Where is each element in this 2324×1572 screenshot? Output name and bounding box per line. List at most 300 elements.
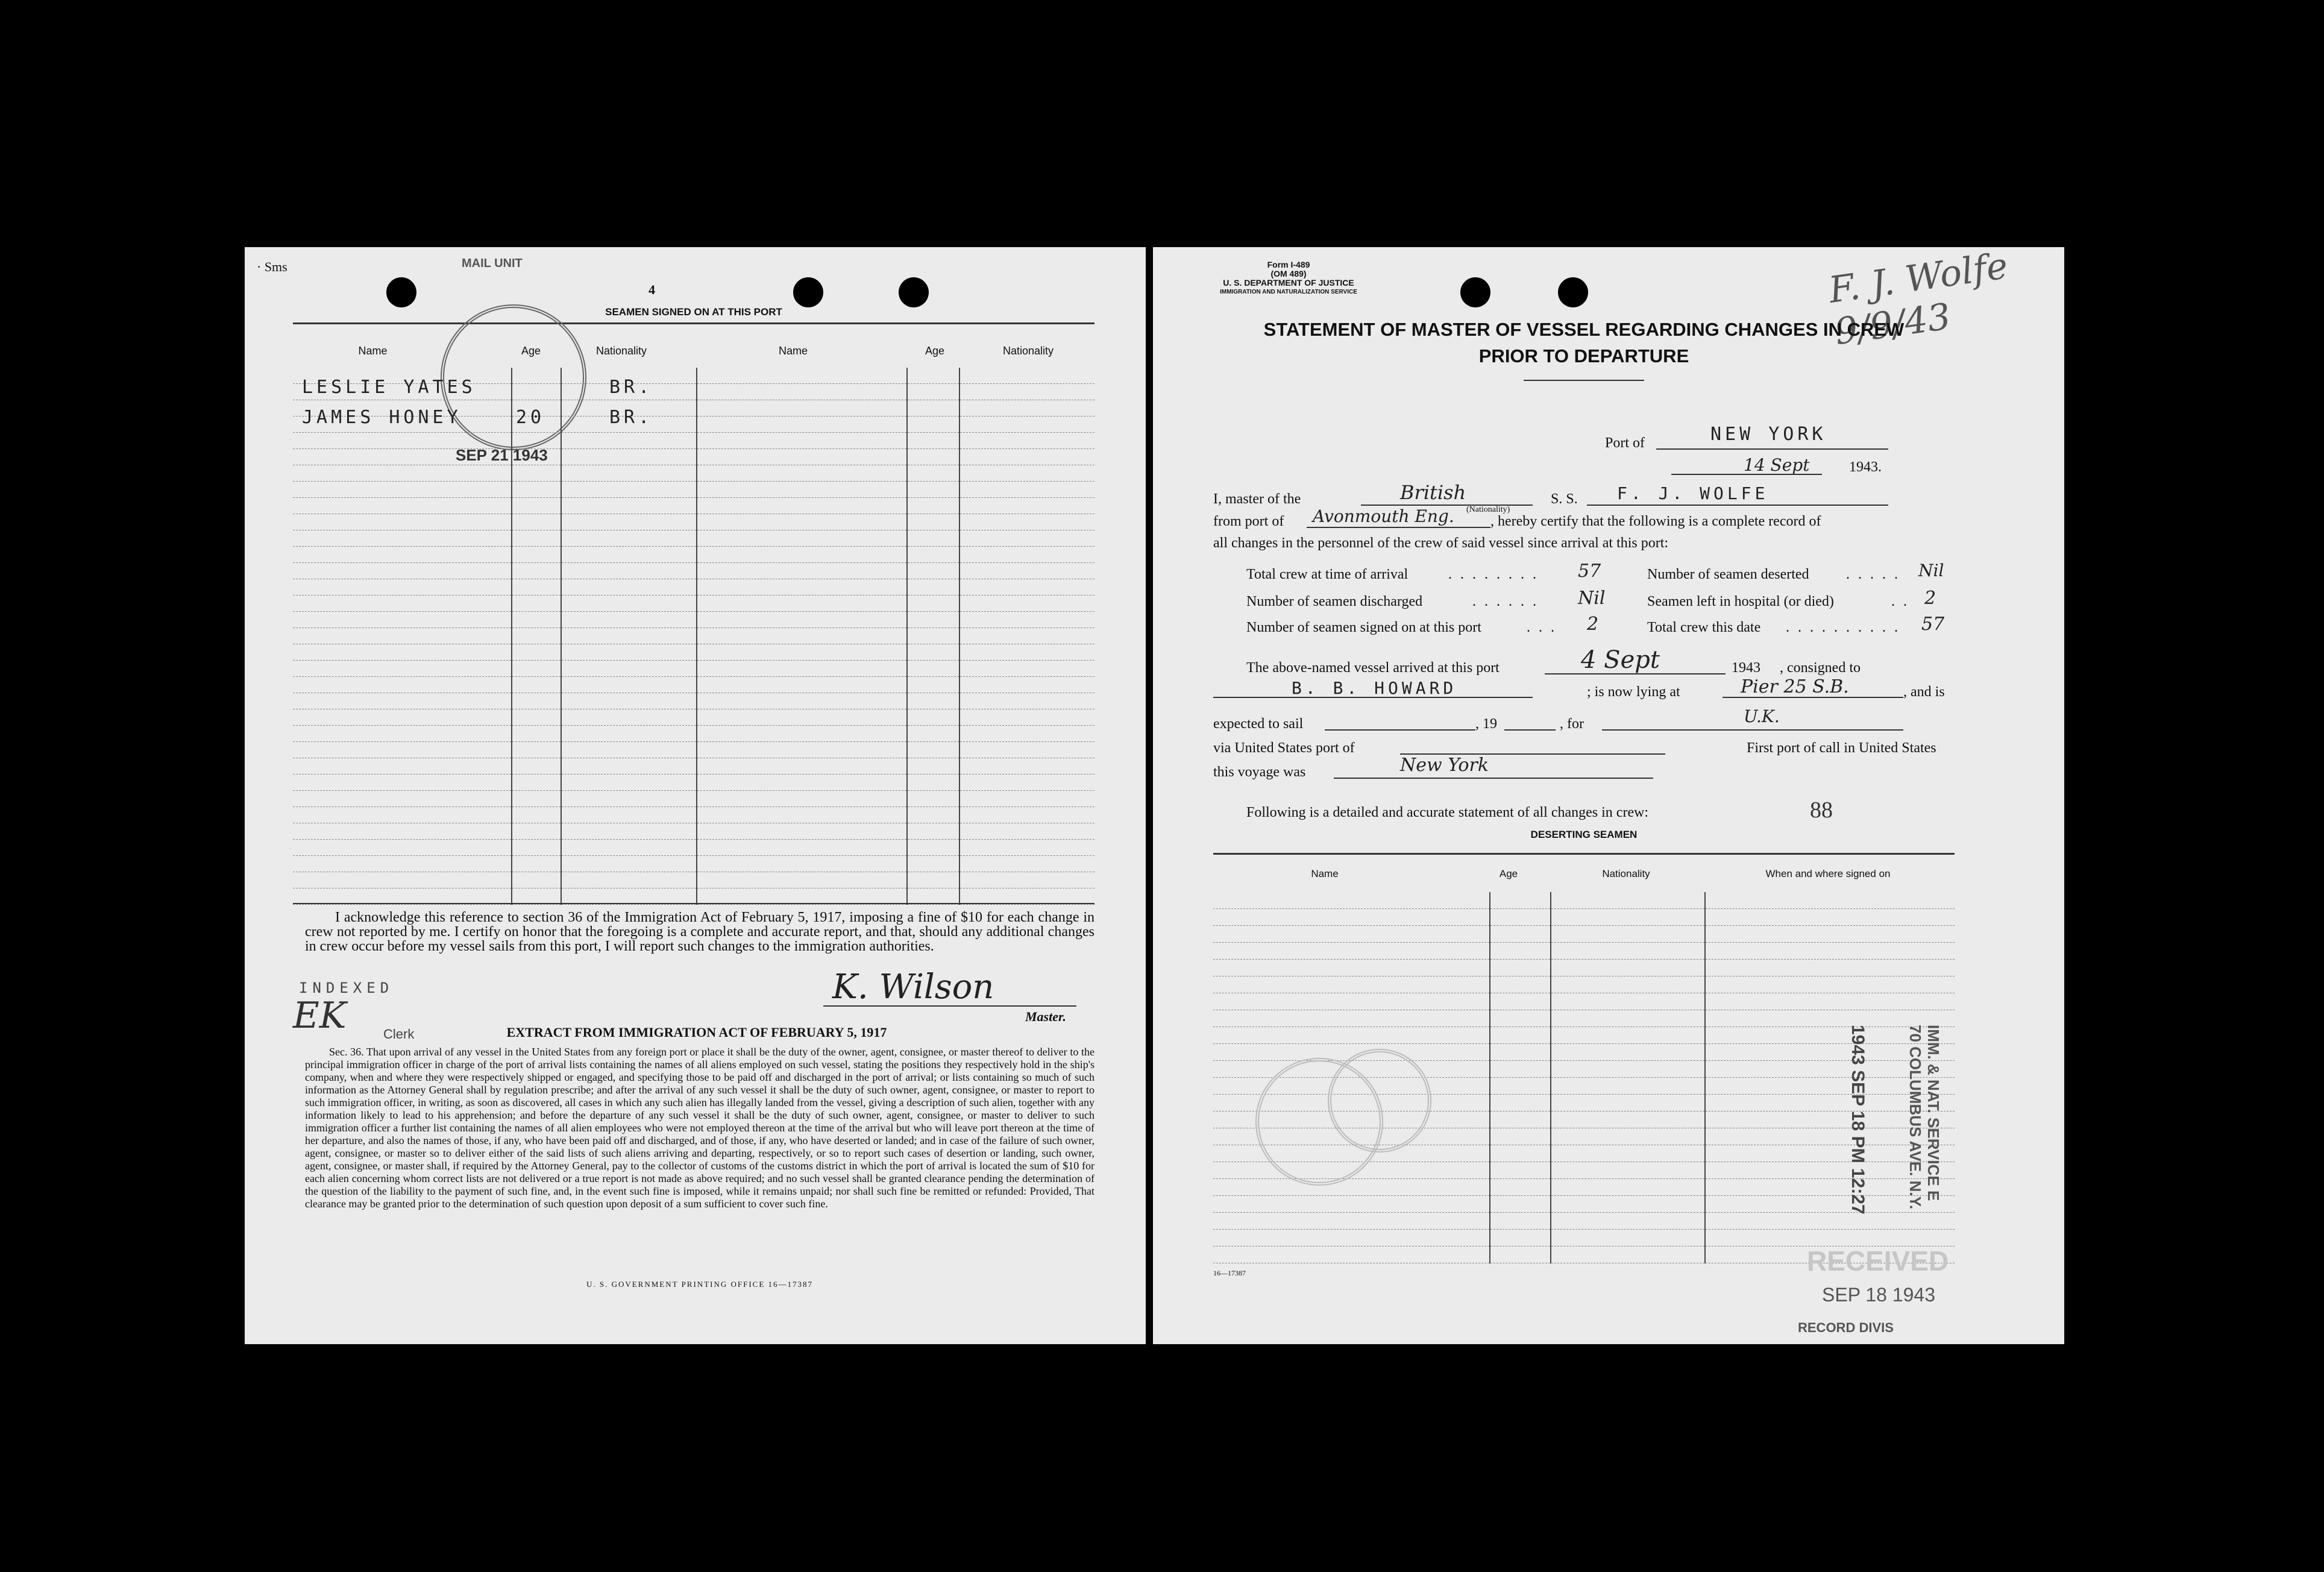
ss-label: S. S.: [1551, 491, 1578, 507]
table-cell: [907, 384, 959, 400]
table-cell: [293, 823, 512, 840]
table-cell: [293, 661, 512, 677]
port-line: [1656, 448, 1888, 450]
table-cell: [1490, 1247, 1551, 1263]
table-cell: [697, 482, 907, 498]
header-rule: [293, 322, 1094, 324]
acknowledgment-text: I acknowledge this reference to section 36 of the Immigration Act of February 5, 1917, imposing a fine of $10 for each change in crew not reported by me. I certify on honor that the foregoing is a complete and accurate report, and that, should any additional changes in crew occur before my vessel sails from this port, I will report such changes to the immigration authorities.: [305, 910, 1094, 954]
table-cell: [959, 465, 1094, 482]
des-col-age: Age: [1499, 868, 1518, 879]
table-row: [293, 612, 1094, 628]
stat-label-hospital: Seamen left in hospital (or died): [1647, 594, 1834, 609]
table-cell: [293, 547, 512, 563]
table-cell: [561, 644, 697, 661]
table-cell: [512, 758, 561, 775]
table-cell: [907, 563, 959, 579]
table-cell: [959, 775, 1094, 791]
from-port-label: from port of: [1213, 514, 1284, 529]
table-row: [293, 726, 1094, 742]
lying-value: Pier 25 S.B.: [1741, 676, 1849, 697]
table-row: [293, 709, 1094, 726]
table-cell: [907, 742, 959, 758]
table-cell: [512, 644, 561, 661]
punch-hole: [899, 277, 929, 307]
col-header-nationality-2: Nationality: [1002, 345, 1054, 357]
table-cell: [293, 726, 512, 742]
table-cell: [959, 677, 1094, 693]
table-cell: [959, 514, 1094, 530]
rotated-stamp-2: 70 COLUMBUS AVE. N.Y.: [1906, 1025, 1924, 1210]
table-cell: [1551, 926, 1705, 943]
port-value: NEW YORK: [1710, 424, 1827, 445]
signature-line: [823, 1005, 1076, 1007]
table-cell: [959, 872, 1094, 888]
table-cell: [1490, 1213, 1551, 1230]
table-cell: [907, 465, 959, 482]
table-cell: [561, 482, 697, 498]
table-cell: [697, 596, 907, 612]
rotated-stamp-3: 1943 SEP 18 PM 12:27: [1848, 1025, 1868, 1215]
table-cell: [1490, 960, 1551, 976]
table-row: [293, 791, 1094, 807]
table-cell: [561, 530, 697, 547]
department: U. S. DEPARTMENT OF JUSTICE: [1223, 278, 1354, 288]
table-cell: [1551, 1044, 1705, 1061]
table-cell: [512, 823, 561, 840]
table-cell: [697, 661, 907, 677]
table-cell: [697, 579, 907, 596]
page-number: 4: [649, 282, 655, 297]
table-cell: [907, 823, 959, 840]
table-cell: [512, 856, 561, 872]
table-cell: [512, 693, 561, 709]
table-cell: [1705, 960, 1955, 976]
table-cell: [907, 433, 959, 449]
table-cell: [512, 726, 561, 742]
table-cell: [293, 758, 512, 775]
table-cell: [697, 547, 907, 563]
table-cell: [1705, 926, 1955, 943]
table-cell: [697, 400, 907, 417]
seaman-2-age: 20: [516, 407, 545, 428]
table-cell: [959, 449, 1094, 465]
table-cell: [293, 465, 512, 482]
table-row: [1213, 1230, 1955, 1247]
table-cell: [512, 596, 561, 612]
deserting-title: DESERTING SEAMEN: [1530, 829, 1638, 840]
table-cell: [1490, 892, 1551, 909]
col-header-name: Name: [358, 345, 388, 357]
table-cell: [293, 677, 512, 693]
table-cell: [697, 433, 907, 449]
table-cell: [907, 449, 959, 465]
right-page: [1153, 247, 2064, 1344]
table-row: [293, 644, 1094, 661]
expected-label: expected to sail: [1213, 716, 1304, 732]
table-cell: [561, 888, 697, 905]
table-cell: [293, 482, 512, 498]
table-cell: [697, 888, 907, 905]
table-cell: [959, 840, 1094, 856]
mail-unit-stamp: MAIL UNIT: [462, 257, 523, 270]
table-cell: [1213, 909, 1490, 926]
table-cell: [697, 384, 907, 400]
table-cell: [1551, 1247, 1705, 1263]
dot-leader: . . . . . .: [1472, 594, 1539, 609]
table-row: [293, 579, 1094, 596]
table-cell: [1490, 909, 1551, 926]
nationality-value: British: [1400, 481, 1466, 504]
table-cell: [1490, 1095, 1551, 1111]
table-cell: [697, 498, 907, 514]
table-row: [1213, 1213, 1955, 1230]
seaman-1-name: LESLIE YATES: [302, 377, 476, 398]
table-row: [293, 775, 1094, 791]
right-footer: 16—17387: [1213, 1269, 1246, 1277]
table-cell: [512, 612, 561, 628]
table-row: [293, 433, 1094, 449]
master-signature: K. Wilson: [832, 967, 994, 1007]
table-cell: [1551, 1145, 1705, 1162]
table-cell: [907, 888, 959, 905]
stat-label-discharged: Number of seamen discharged: [1246, 594, 1423, 609]
arrived-year: 1943: [1732, 660, 1760, 676]
table-cell: [1705, 943, 1955, 960]
table-cell: [293, 888, 512, 905]
table-cell: [907, 530, 959, 547]
table-cell: [959, 661, 1094, 677]
table-cell: [959, 482, 1094, 498]
for-label: , for: [1560, 716, 1584, 732]
table-cell: [697, 628, 907, 644]
table-cell: [1490, 926, 1551, 943]
date-line: [1671, 474, 1822, 475]
table-row: [293, 482, 1094, 498]
table-row: [293, 449, 1094, 465]
table-cell: [293, 775, 512, 791]
table-cell: [1490, 1196, 1551, 1213]
for-line: [1602, 729, 1903, 731]
table-cell: [959, 384, 1094, 400]
table-cell: [697, 368, 907, 384]
table-cell: [1490, 1162, 1551, 1179]
and-is-label: , and is: [1903, 684, 1945, 700]
table-cell: [1213, 1213, 1490, 1230]
nationality-caption: (Nationality): [1466, 505, 1510, 514]
corner-mark: · Sms: [257, 259, 287, 274]
date-stamp: SEP 21 1943: [456, 446, 548, 464]
certify-text-2: all changes in the personnel of the crew of said vessel since arrival at this port:: [1213, 535, 1669, 551]
table-row: [293, 807, 1094, 823]
table-cell: [697, 612, 907, 628]
certify-text-1: , hereby certify that the following is a complete record of: [1490, 514, 1821, 529]
table-cell: [697, 807, 907, 823]
punch-hole: [1460, 277, 1490, 307]
table-cell: [697, 417, 907, 433]
table-cell: [293, 856, 512, 872]
stat-label-total-arrival: Total crew at time of arrival: [1246, 567, 1409, 582]
table-cell: [697, 449, 907, 465]
table-cell: [561, 856, 697, 872]
table-cell: [907, 400, 959, 417]
table-row: [1213, 909, 1955, 926]
stat-value-total-arrival: 57: [1578, 561, 1601, 582]
for-value: U.K.: [1744, 706, 1780, 726]
table-row: [293, 563, 1094, 579]
table-row: [1213, 943, 1955, 960]
table-cell: [1490, 1061, 1551, 1078]
table-cell: [907, 547, 959, 563]
table-row: [293, 498, 1094, 514]
table-cell: [512, 677, 561, 693]
via-label: via United States port of: [1213, 740, 1355, 756]
table-cell: [697, 677, 907, 693]
expected-19: , 19: [1475, 716, 1497, 732]
table-cell: [1490, 1044, 1551, 1061]
table-cell: [697, 742, 907, 758]
table-cell: [512, 807, 561, 823]
table-cell: [697, 530, 907, 547]
table-cell: [1213, 960, 1490, 976]
voyage-value: New York: [1400, 755, 1489, 776]
table-cell: [1490, 1179, 1551, 1196]
voyage-line: [1334, 778, 1653, 779]
table-cell: [1705, 1230, 1955, 1247]
table-cell: [293, 530, 512, 547]
table-cell: [561, 579, 697, 596]
table-cell: [907, 709, 959, 726]
table-row: [293, 465, 1094, 482]
table-cell: [512, 661, 561, 677]
table-cell: [512, 384, 561, 400]
table-cell: [1551, 892, 1705, 909]
corner-annotation: F. J. Wolfe 9/9/43: [1826, 245, 2011, 354]
table-cell: [1705, 1213, 1955, 1230]
stat-label-signed-on: Number of seamen signed on at this port: [1246, 620, 1481, 635]
table-cell: [697, 693, 907, 709]
seaman-2-nationality: BR.: [609, 407, 653, 428]
table-cell: [1551, 1027, 1705, 1044]
table-cell: [293, 579, 512, 596]
table-cell: [907, 661, 959, 677]
table-cell: [1490, 1111, 1551, 1128]
form-header: [1213, 260, 1364, 297]
table-cell: [293, 693, 512, 709]
table-cell: [959, 579, 1094, 596]
table-cell: [561, 726, 697, 742]
table-cell: [512, 791, 561, 807]
table-row: [1213, 1010, 1955, 1027]
table-cell: [1213, 1196, 1490, 1213]
title-rule: [1524, 380, 1644, 381]
table-cell: [1551, 1213, 1705, 1230]
table-row: [1213, 976, 1955, 993]
left-page: [245, 247, 1146, 1344]
table-cell: [697, 791, 907, 807]
table-cell: [293, 872, 512, 888]
table-cell: [697, 758, 907, 775]
table-row: [293, 840, 1094, 856]
extract-text: Sec. 36. That upon arrival of any vessel in the United States from any foreign port or place it shall be the duty of the owner, agent, consignee, or master thereof to deliver to the principal immigration officer in charge of the port of arrival lists containing the names of all aliens employed on such vessel, stating the positions they respectively hold in the ship's company, when and where they were respectively shipped or engaged, and specifying those to be paid off and discharged in the port of arrival; or lists containing so much of such information as the Attorney General shall by regulation prescribe; and after the arrival of any such vessel it shall be the duty of such owner, agent, consignee, or master to report to such immigration officer, in writing, as soon as discovered, all cases in which any such alien has illegally landed from the vessel, giving a description of such alien, together with any information likely to lead to his apprehension; and before the departure of any such vessel it shall be the duty of such owner, agent, consignee, or master to deliver to such immigration officer a further list containing the names of all alien employees who were not employed thereon at the time of the arrival but who will leave port thereon at the time of her departure, and also the names of those, if any, who have been paid off and discharged, and of those, if any, who have deserted or landed; and in case of the failure of such owner, agent, consignee, or master so to deliver either of the said lists of such aliens arriving and departing, respectively, or so to report such cases of desertion or landing, such owner, agent, consignee, or master shall, if required by the Attorney General, pay to the collector of customs of the customs district in which the port of arrival is located the sum of $10 for each alien concerning whom correct lists are not delivered or a true report is not made as above required; and no such vessel shall be granted clearance pending the determination of the question of the liability to the payment of such fine, and, in the event such fine is imposed, while it remains unpaid; nor shall such fine be remitted or refunded: Provided, That clearance may be granted prior to the determination of such question upon deposit of a sum sufficient to cover such fine.: [305, 1046, 1094, 1210]
stat-value-hospital: 2: [1924, 588, 1936, 609]
table-cell: [907, 726, 959, 742]
table-cell: [1213, 1230, 1490, 1247]
table-row: [1213, 1027, 1955, 1044]
table-cell: [907, 579, 959, 596]
table-cell: [959, 693, 1094, 709]
table-row: [293, 514, 1094, 530]
table-cell: [1705, 993, 1955, 1010]
table-cell: [907, 872, 959, 888]
table-cell: [1490, 1027, 1551, 1044]
table-cell: [293, 807, 512, 823]
table-row: [1213, 1196, 1955, 1213]
stat-value-discharged: Nil: [1578, 588, 1606, 609]
following-mark: 88: [1810, 797, 1833, 823]
table-cell: [697, 644, 907, 661]
table-cell: [512, 530, 561, 547]
table-cell: [959, 644, 1094, 661]
punch-hole: [386, 277, 416, 307]
table-row: [1213, 960, 1955, 976]
table-cell: [512, 888, 561, 905]
table-cell: [959, 709, 1094, 726]
table-cell: [1490, 1230, 1551, 1247]
table-cell: [561, 661, 697, 677]
table-cell: [561, 709, 697, 726]
dot-leader: . . . . . . . .: [1448, 567, 1539, 582]
table-cell: [293, 596, 512, 612]
table-cell: [1551, 993, 1705, 1010]
lying-label: ; is now lying at: [1587, 684, 1680, 700]
table-cell: [1551, 1010, 1705, 1027]
from-port-value: Avonmouth Eng.: [1313, 506, 1454, 526]
table-cell: [1213, 1010, 1490, 1027]
table-cell: [561, 758, 697, 775]
form-number: Form I-489: [1267, 260, 1310, 269]
table-cell: [1551, 1230, 1705, 1247]
table-cell: [697, 775, 907, 791]
table-cell: [512, 563, 561, 579]
table-cell: [697, 856, 907, 872]
table-cell: [1551, 1078, 1705, 1095]
table-bottom-rule: [293, 903, 1094, 904]
table-cell: [1490, 1128, 1551, 1145]
table-cell: [1551, 960, 1705, 976]
table-cell: [512, 872, 561, 888]
table-row: [293, 661, 1094, 677]
table-cell: [512, 579, 561, 596]
table-cell: [907, 677, 959, 693]
dot-leader: . . .: [1527, 620, 1557, 635]
year-value: 1943.: [1849, 459, 1882, 475]
table-cell: [907, 628, 959, 644]
col-header-name-2: Name: [778, 345, 808, 357]
table-row: [293, 677, 1094, 693]
port-label: Port of: [1605, 435, 1645, 451]
ship-name: F. J. WOLFE: [1617, 483, 1769, 503]
table-cell: [1490, 1145, 1551, 1162]
ship-name-line: [1587, 505, 1888, 506]
table-cell: [959, 400, 1094, 417]
table-cell: [907, 612, 959, 628]
table-cell: [1490, 1078, 1551, 1095]
table-cell: [1551, 1061, 1705, 1078]
table-cell: [512, 547, 561, 563]
punch-hole: [793, 277, 823, 307]
table-cell: [697, 840, 907, 856]
table-cell: [561, 498, 697, 514]
table-cell: [561, 547, 697, 563]
table-cell: [959, 612, 1094, 628]
table-cell: [561, 872, 697, 888]
table-cell: [293, 498, 512, 514]
following-label: Following is a detailed and accurate statement of all changes in crew:: [1246, 805, 1649, 820]
first-call-label: First port of call in United States: [1747, 740, 1936, 756]
table-cell: [561, 465, 697, 482]
stat-value-total-date: 57: [1921, 614, 1945, 635]
table-cell: [959, 888, 1094, 905]
table-row: [293, 547, 1094, 563]
arrived-label: The above-named vessel arrived at this port: [1246, 660, 1500, 676]
dot-leader: . .: [1891, 594, 1909, 609]
table-cell: [907, 840, 959, 856]
deserting-rule: [1213, 853, 1955, 855]
rotated-stamp-1: IMM. & NAT. SERVICE E: [1924, 1025, 1942, 1201]
table-cell: [512, 368, 561, 384]
table-cell: [293, 514, 512, 530]
table-cell: [561, 677, 697, 693]
table-cell: [1551, 1111, 1705, 1128]
service: IMMIGRATION AND NATURALIZATION SERVICE: [1220, 289, 1357, 295]
received-date: SEP 18 1943: [1822, 1284, 1936, 1306]
table-cell: [1213, 1179, 1490, 1196]
table-row: [1213, 993, 1955, 1010]
des-col-nationality: Nationality: [1602, 868, 1650, 879]
table-row: [293, 823, 1094, 840]
table-cell: [1213, 976, 1490, 993]
table-row: [1213, 892, 1955, 909]
form-sub: (OM 489): [1270, 269, 1307, 278]
table-cell: [1551, 1095, 1705, 1111]
table-cell: [561, 775, 697, 791]
table-cell: [907, 807, 959, 823]
table-cell: [293, 840, 512, 856]
col-header-age: Age: [521, 345, 541, 357]
master-of-the-label: I, master of the: [1213, 491, 1301, 507]
form-title: [1189, 316, 1979, 369]
table-cell: [959, 530, 1094, 547]
table-cell: [959, 823, 1094, 840]
table-cell: [1213, 1247, 1490, 1263]
stat-value-deserted: Nil: [1918, 561, 1944, 580]
table-cell: [512, 482, 561, 498]
table-cell: [907, 758, 959, 775]
table-row: [293, 693, 1094, 709]
left-footer: U. S. GOVERNMENT PRINTING OFFICE 16—17387: [586, 1280, 814, 1289]
table-cell: [561, 612, 697, 628]
table-cell: [561, 514, 697, 530]
table-cell: [561, 791, 697, 807]
voyage-label: this voyage was: [1213, 764, 1306, 780]
stat-value-signed-on: 2: [1587, 614, 1599, 635]
table-cell: [959, 433, 1094, 449]
table-cell: [561, 840, 697, 856]
table-cell: [561, 433, 697, 449]
table-cell: [697, 872, 907, 888]
table-cell: [907, 368, 959, 384]
table-cell: [959, 742, 1094, 758]
